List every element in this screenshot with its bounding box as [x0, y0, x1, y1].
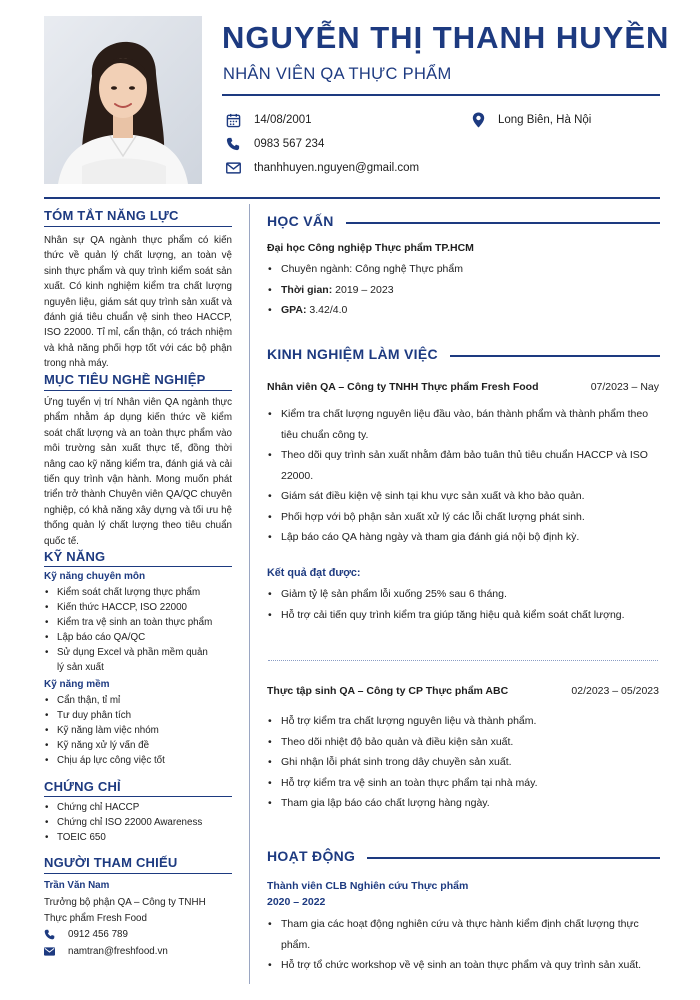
profile-photo: [44, 16, 202, 184]
activity-period: 2020 – 2022: [267, 896, 326, 908]
list-item: • Tham gia các hoạt động nghiên cứu và thực hành kiểm định chất lượng thực phẩm.: [267, 914, 662, 955]
email-line: [225, 160, 419, 176]
job-tasks-1: [267, 404, 662, 548]
location-pin-icon: [470, 112, 486, 128]
list-item: • Theo dõi nhiệt độ bảo quản và điều kiện sản xuất.: [267, 732, 662, 753]
summary-text: Nhân sự QA ngành thực phẩm có kiến thức về quản lý chất lượng, an toàn vệ sinh thực phẩm và quy trình kiểm soát sản xuất. Có kinh nghiệm kiểm tra chất lượng nguyên liệu, giám sát quy trình sản xuất và đánh giá tiêu chuẩn vệ sinh theo HACCP, ISO 22000. Tỉ mỉ, cẩn thận, có trách nhiệm và khả năng phối hợp tốt với các bộ phận trong nhà máy.: [44, 235, 232, 370]
list-item: • Ghi nhận lỗi phát sinh trong dây chuyền sản xuất.: [267, 752, 662, 773]
hard-skills-heading: Kỹ năng chuyên môn: [44, 571, 146, 582]
email-icon: [44, 945, 56, 957]
portrait-image: [44, 16, 202, 184]
objective-text: Ứng tuyển vị trí Nhân viên QA ngành thực phẩm nhằm áp dụng kiến thức về kiểm soát chất lượng và an toàn thực phẩm vào môi trường sản xuất thực tế, đồng thời nâng cao kỹ năng kiểm tra, đánh giá và cải tiến quy trình vận hành. Mong muốn phát triển trở thành Chuyên viên QA/QC chuyên nghiệp, có khả năng xây dựng và tối ưu hệ thống quản lý chất lượng theo tiêu chuẩn quốc tế.: [44, 397, 232, 547]
reference-position: Trưởng bộ phận QA – Công ty TNHH Thực phẩm Fresh Food: [44, 897, 206, 924]
activity-list: [267, 914, 662, 976]
job-tasks-2: [267, 711, 662, 814]
list-item: • Chuyên ngành: Công nghệ Thực phẩm: [267, 259, 662, 280]
certificates-rule: [44, 796, 232, 797]
list-item: • Chứng chỉ ISO 22000 Awareness: [44, 815, 234, 830]
skills-rule: [44, 566, 232, 567]
job-separator: [268, 660, 658, 661]
skills-heading: KỸ NĂNG: [44, 549, 106, 564]
certificates-list: [44, 800, 234, 845]
reference-name: Trần Văn Nam: [44, 880, 110, 891]
list-item: • Kỹ năng xử lý vấn đề: [44, 738, 234, 753]
experience-heading: KINH NGHIỆM LÀM VIỆC: [267, 346, 660, 362]
objective-rule: [44, 390, 232, 391]
header-divider: [222, 94, 660, 96]
job-title: NHÂN VIÊN QA THỰC PHẨM: [223, 65, 452, 83]
list-item: • Tham gia lập báo cáo chất lượng hàng ngày.: [267, 793, 662, 814]
list-item: • Sử dụng Excel và phần mềm quản lý sản xuất: [44, 645, 209, 675]
school-name: Đại học Công nghiệp Thực phẩm TP.HCM: [267, 242, 474, 254]
list-item: • Phối hợp với bộ phận sản xuất xử lý các lỗi chất lượng phát sinh.: [267, 507, 662, 528]
list-item: • Chịu áp lực công việc tốt: [44, 753, 234, 768]
dob-line: [225, 112, 312, 128]
dob-text: 14/08/2001: [254, 114, 312, 126]
list-item: • Theo dõi quy trình sản xuất nhằm đảm bảo tuân thủ tiêu chuẩn HACCP và ISO 22000.: [267, 445, 662, 486]
reference-email: namtran@freshfood.vn: [68, 945, 168, 957]
reference-phone: 0912 456 789: [68, 928, 128, 940]
email-text: thanhhuyen.nguyen@gmail.com: [254, 162, 420, 174]
job-date-1: 07/2023 – Nay: [590, 381, 659, 393]
list-item: • Chứng chỉ HACCP: [44, 800, 234, 815]
list-item: • Kiểm tra chất lượng nguyên liệu đầu vào, bán thành phẩm và thành phẩm theo tiêu chuẩn công ty.: [267, 404, 662, 445]
list-item: • TOEIC 650: [44, 830, 234, 845]
reference-phone-line: [44, 928, 128, 940]
certificates-heading: CHỨNG CHỈ: [44, 779, 121, 794]
column-divider: [249, 204, 250, 984]
phone-icon: [225, 136, 241, 152]
list-item: • Hỗ trợ kiểm tra chất lượng nguyên liệu và thành phẩm.: [267, 711, 662, 732]
body-divider: [44, 197, 660, 199]
list-item: • Kiến thức HACCP, ISO 22000: [44, 600, 234, 615]
results-heading: Kết quả đạt được:: [267, 567, 361, 579]
list-item: • Hỗ trợ cải tiến quy trình kiểm tra giúp tăng hiệu quả kiểm soát chất lượng.: [267, 605, 662, 626]
list-item: • Giám sát điều kiện vệ sinh tại khu vực sản xuất và kho bảo quản.: [267, 486, 662, 507]
soft-skills-list: [44, 693, 234, 768]
activity-title: Thành viên CLB Nghiên cứu Thực phẩm: [267, 880, 469, 892]
list-item: • Hỗ trợ kiểm tra vệ sinh an toàn thực phẩm tại nhà máy.: [267, 773, 662, 794]
education-heading: HỌC VẤN: [267, 213, 660, 229]
job-title-1: Nhân viên QA – Công ty TNHH Thực phẩm Fresh Food: [267, 381, 539, 393]
list-item: • Lập báo cáo QA/QC: [44, 630, 234, 645]
soft-skills-heading: Kỹ năng mềm: [44, 679, 110, 690]
summary-heading: TÓM TẮT NĂNG LỰC: [44, 208, 179, 223]
reference-heading: NGƯỜI THAM CHIẾU: [44, 855, 178, 870]
list-item: • Kiểm tra vệ sinh an toàn thực phẩm: [44, 615, 234, 630]
list-item: • Tư duy phân tích: [44, 708, 234, 723]
candidate-name: NGUYỄN THỊ THANH HUYỀN: [222, 20, 670, 55]
phone-line: [225, 136, 324, 152]
reference-rule: [44, 873, 232, 874]
list-item: • Kỹ năng làm việc nhóm: [44, 723, 234, 738]
address-line: [470, 112, 591, 128]
job-date-2: 02/2023 – 05/2023: [571, 685, 659, 697]
job-title-2: Thực tập sinh QA – Công ty CP Thực phẩm ABC: [267, 685, 509, 697]
phone-text: 0983 567 234: [254, 138, 325, 150]
education-details: [267, 259, 662, 321]
calendar-icon: [225, 112, 241, 128]
list-item: • Kiểm soát chất lượng thực phẩm: [44, 585, 234, 600]
reference-email-line: [44, 945, 168, 957]
address-text: Long Biên, Hà Nội: [498, 114, 592, 126]
email-icon: [225, 160, 241, 176]
list-item: • Lập báo cáo QA hàng ngày và tham gia đánh giá nội bộ định kỳ.: [267, 527, 662, 548]
activities-heading: HOẠT ĐỘNG: [267, 848, 660, 864]
hard-skills-list: [44, 585, 234, 675]
list-item: • Giảm tỷ lệ sản phẩm lỗi xuống 25% sau 6 tháng.: [267, 584, 662, 605]
list-item: • Hỗ trợ tổ chức workshop về vệ sinh an toàn thực phẩm và quy trình sản xuất.: [267, 955, 662, 976]
summary-rule: [44, 226, 232, 227]
phone-icon: [44, 928, 56, 940]
job-results-1: [267, 584, 662, 625]
list-item: • Cẩn thận, tỉ mỉ: [44, 693, 234, 708]
list-item: • Thời gian: 2019 – 2023: [267, 280, 662, 301]
list-item: • GPA: 3.42/4.0: [267, 300, 662, 321]
objective-heading: MỤC TIÊU NGHỀ NGHIỆP: [44, 372, 206, 387]
